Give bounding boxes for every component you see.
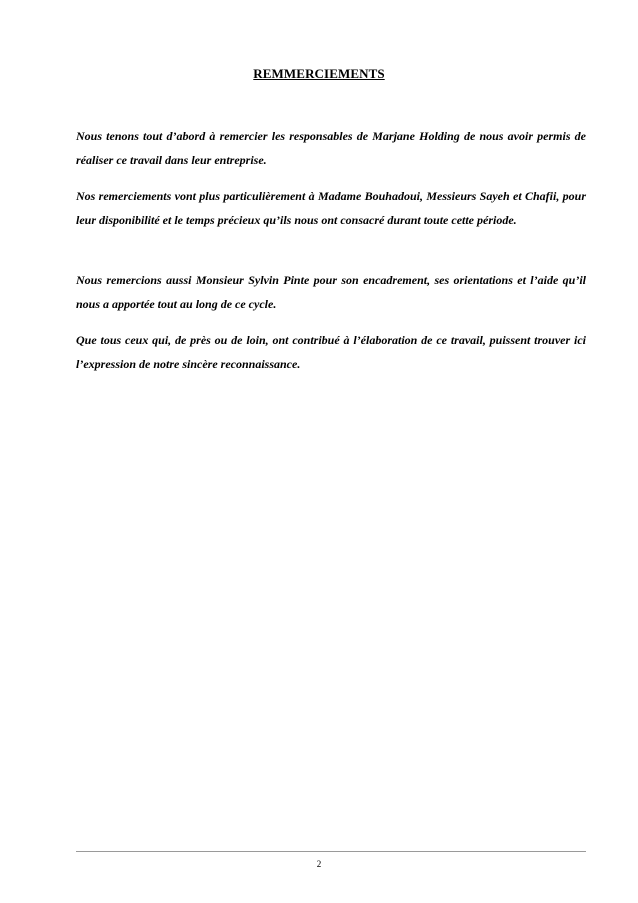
- paragraph-1: Nous tenons tout d’abord à remercier les responsables de Marjane Holding de nous avoir permis de réaliser ce travail dans leur entreprise.: [76, 129, 586, 167]
- page-number: 2: [316, 859, 322, 869]
- paragraph-2: Nos remerciements vont plus particulièrement à Madame Bouhadoui, Messieurs Sayeh et Chafii, pour leur disponibilité et le temps précieux qu’ils nous ont consacré durant toute cette période.: [76, 189, 586, 227]
- paragraph-3: Nous remercions aussi Monsieur Sylvin Pinte pour son encadrement, ses orientations et l’aide qu’il nous a apportée tout au long de ce cycle.: [76, 273, 586, 311]
- footer-divider: [76, 851, 586, 852]
- paragraph-4: Que tous ceux qui, de près ou de loin, ont contribué à l’élaboration de ce travail, puissent trouver ici l’expression de notre sincère reconnaissance.: [76, 333, 586, 371]
- page-title: REMMERCIEMENTS: [253, 66, 385, 81]
